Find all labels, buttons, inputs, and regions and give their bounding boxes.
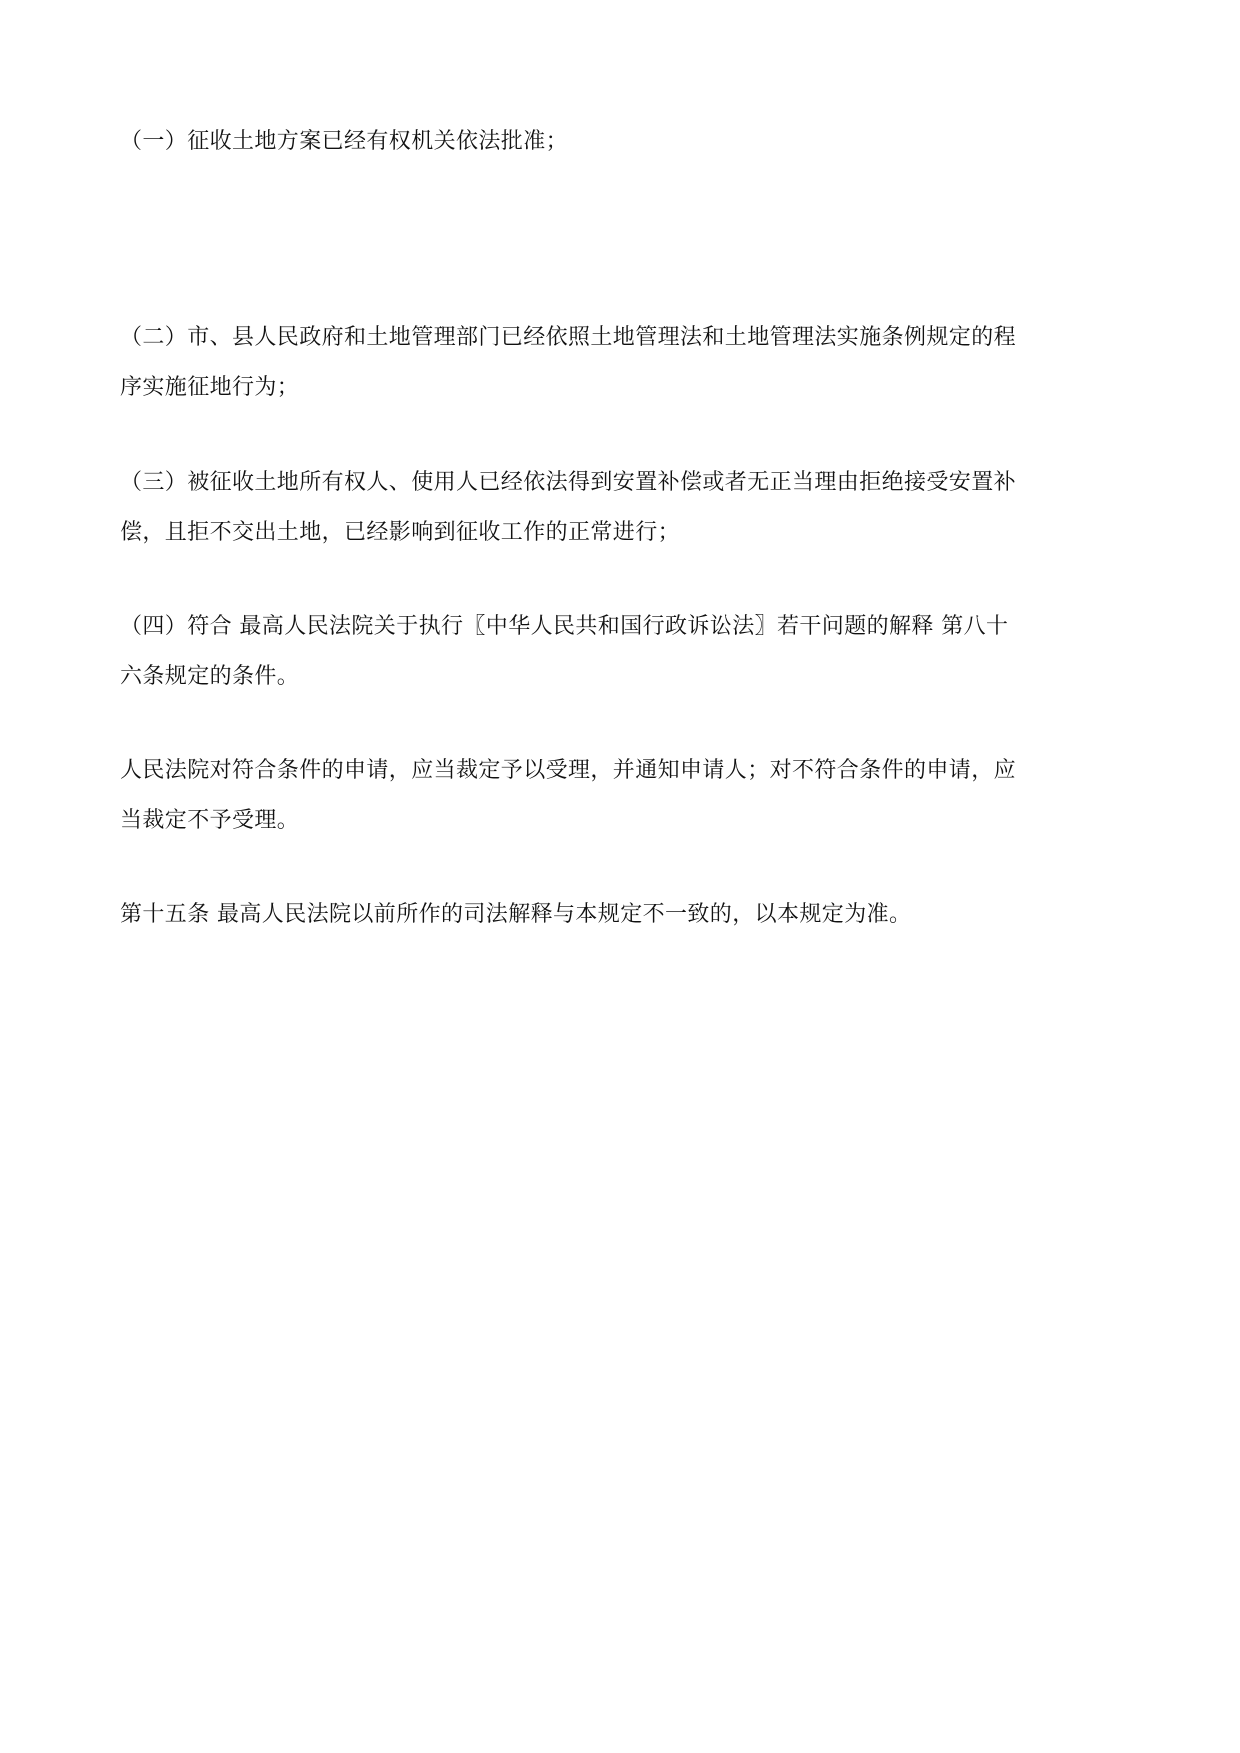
clause-2 (120, 313, 1120, 413)
clause-4 (120, 602, 1120, 702)
article-15 (120, 890, 1120, 940)
clause-1 (120, 117, 1120, 167)
text-line: 六条规定的条件。 (120, 664, 300, 689)
text-line: （一）征收土地方案已经有权机关依法批准； (120, 129, 569, 154)
acceptance-paragraph (120, 746, 1120, 846)
text-line: 序实施征地行为； (120, 375, 300, 400)
text-line: 第十五条 最高人民法院以前所作的司法解释与本规定不一致的，以本规定为准。 (120, 902, 912, 927)
text-line: 人民法院对符合条件的申请，应当裁定予以受理，并通知申请人；对不符合条件的申请，应 (120, 758, 1017, 783)
text-line: （二）市、县人民政府和土地管理部门已经依照土地管理法和土地管理法实施条例规定的程 (120, 325, 1017, 350)
clause-3 (120, 458, 1120, 558)
text-line: 偿，且拒不交出土地，已经影响到征收工作的正常进行； (120, 520, 681, 545)
text-line: 当裁定不予受理。 (120, 808, 300, 833)
text-line: （三）被征收土地所有权人、使用人已经依法得到安置补偿或者无正当理由拒绝接受安置补 (120, 470, 1017, 495)
text-line: （四）符合 最高人民法院关于执行〖中华人民共和国行政诉讼法〗若干问题的解释 第八十 (120, 614, 1009, 639)
